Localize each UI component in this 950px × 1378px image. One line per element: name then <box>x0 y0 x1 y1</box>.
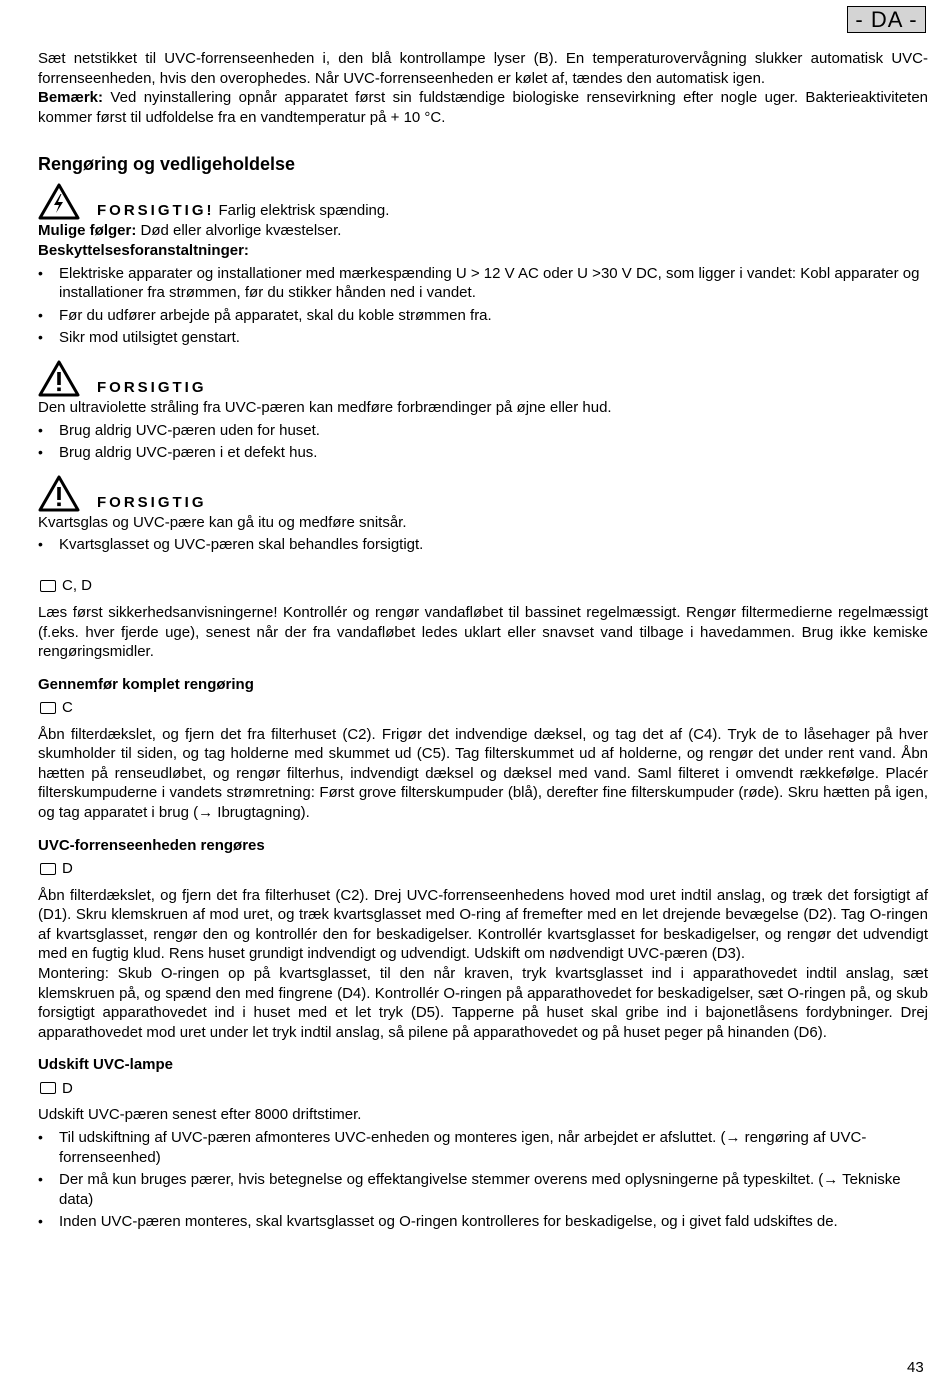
note-text: Ved nyinstallering opnår apparatet først sin fuldstændige biologiske rensevirkning efter nogle uger. Bakterieaktiviteten kommer først til udfoldelse fra en vandtemperatur på + 10 °C. <box>38 89 928 126</box>
replace-lamp-body: Udskift UVC-pæren senest efter 8000 driftstimer. <box>38 1106 362 1124</box>
list-item: • Inden UVC-pæren monteres, skal kvartsglasset og O-ringen kontrolleres for beskadigelse, og i givet fald udskiftes de. <box>38 1212 928 1232</box>
figure-reference <box>38 858 928 880</box>
list-item: • Brug aldrig UVC-pæren i et defekt hus. <box>38 443 928 463</box>
list-item: • Før du udfører arbejde på apparatet, skal du koble strømmen fra. <box>38 306 928 326</box>
warning-label: FORSIGTIG! <box>97 202 215 220</box>
figure-ref-icon <box>40 1082 56 1094</box>
section-title-cleaning: Rengøring og vedligeholdelse <box>38 154 296 175</box>
measures-list <box>38 264 928 348</box>
warning-glass <box>38 475 928 513</box>
intro-paragraph: Sæt netstikket til UVC-forrenseenheden i, den blå kontrollampe lyser (B). En temperaturovervågning slukker automatisk UVC-forrenseenheden, hvis den overophedes. Når UVC-forrenseenheden er kølet af, tændes den automatisk igen. <box>38 50 928 87</box>
uv-warning-list <box>38 421 928 463</box>
figure-reference <box>38 697 928 719</box>
list-item: • Elektriske apparater og installationer med mærkespænding U > 12 V AC oder U >30 V DC, som ligger i vandet: Kobl apparater og installationer fra strømmen, før du stikker hånden ned i vandet. <box>38 264 928 303</box>
cleaning-body: Læs først sikkerhedsanvisningerne! Kontrollér og rengør vandafløbet til bassinet regelmæssigt. Rengør filtermedierne regelmæssigt (f.eks. hver fjerde uge), senest når der fra vandafløbet ledes uklart eller snavset vand tilbage i havedammen. Brug ikke kemiske rengøringsmidler. <box>38 603 928 661</box>
section-title-replace-lamp: Udskift UVC-lampe <box>38 1056 174 1074</box>
figure-ref-text: D <box>62 1079 73 1097</box>
figure-ref-text: C <box>62 698 73 716</box>
figure-ref-icon <box>40 580 56 592</box>
caution-icon <box>38 475 80 513</box>
section-title-uvc-cleaning: UVC-forrenseenheden rengøres <box>38 836 265 854</box>
figure-reference <box>38 1077 928 1099</box>
consequence-label: Mulige følger: <box>38 222 137 240</box>
warning-uv <box>38 360 928 398</box>
warning-label: FORSIGTIG <box>97 493 207 511</box>
glass-warning-list <box>38 535 928 555</box>
intro-note <box>38 88 928 127</box>
language-tag: - DA - <box>847 6 926 33</box>
list-item: • Kvartsglasset og UVC-pæren skal behandles forsigtigt. <box>38 535 928 555</box>
figure-ref-text: C, D <box>62 577 92 595</box>
figure-ref-icon <box>40 863 56 875</box>
consequence-text: Død eller alvorlige kvæstelser. <box>136 222 342 240</box>
replace-lamp-list <box>38 1128 928 1232</box>
page-content <box>38 49 928 1232</box>
note-label: Bemærk: <box>38 89 104 107</box>
warning-label: FORSIGTIG <box>97 378 207 396</box>
warning-text: Farlig elektrisk spænding. <box>218 202 390 220</box>
warning-text: Kvartsglas og UVC-pære kan gå itu og medføre snitsår. <box>38 513 407 531</box>
list-item: • Brug aldrig UVC-pæren uden for huset. <box>38 421 928 441</box>
caution-icon <box>38 360 80 398</box>
list-item: • Sikr mod utilsigtet genstart. <box>38 328 928 348</box>
warning-text: Den ultraviolette stråling fra UVC-pæren kan medføre forbrændinger på øjne eller hud. <box>38 398 612 416</box>
figure-ref-icon <box>40 702 56 714</box>
uvc-mounting-body: Montering: Skub O-ringen op på kvartsglasset, til den når kraven, tryk kvartsglasset ind i apparathovedet indtil anslag, sæt klemskruen på, og spænd den med fingrene (D4). Kontrollér O-ringen på apparathovedet for beskadigelser, sæt O-ringen på, og skub forsigtigt apparathovedet ind i huset med et let tryk (D5). Tapperne på huset skal gribe ind i bajonetlåsens fordybninger. Drej apparathovedet mod uret under let tryk indtil anslag, så pilene på apparathovedet og på huset peger på hinanden (D6). <box>38 965 928 1041</box>
section-title-complete-cleaning: Gennemfør komplet rengøring <box>38 675 254 693</box>
page-number: 43 <box>907 1359 924 1376</box>
consequence-line <box>38 221 928 241</box>
figure-reference <box>38 575 928 597</box>
electric-hazard-icon <box>38 183 80 221</box>
list-item: • Der må kun bruges pærer, hvis betegnelse og effektangivelse stemmer overens med oplysningerne på typeskiltet. (→ Tekniske data) <box>38 1170 928 1209</box>
figure-ref-text: D <box>62 859 73 877</box>
warning-electric <box>38 183 928 221</box>
complete-cleaning-body: Åbn filterdækslet, og fjern det fra filterhuset (C2). Frigør det indvendige dæksel, og tag det af (C4). Tryk de to låsehager på hver skumholder til siden, og tag holderne med skummet ud (C5). Tag filterskummet ud af holderne, og rengør det under rent vand. Åbn hætten på renseudløbet, og rengør filterhus, indvendigt dæksel og dæksel med vand. Saml filteret i omvendt rækkefølge. Placér filterskumpuderne i vandets strømretning: Først grove filterskumpuder (blå), derefter fine filterskumpuder (røde). Skru hætten på igen, og tag apparatet i brug (→ Ibrugtagning). <box>38 725 928 822</box>
list-item: • Til udskiftning af UVC-pæren afmonteres UVC-enheden og monteres igen, når arbejdet er afsluttet. (→ rengøring af UVC-forrenseenhed) <box>38 1128 928 1167</box>
uvc-cleaning-body: Åbn filterdækslet, og fjern det fra filterhuset (C2). Drej UVC-forrenseenhedens hoved mod uret indtil anslag, og træk det forsigtigt af (D1). Skru klemskruen af mod uret, og træk kvartsglasset med O-ring af fremefter med en let drejende bevægelse (D2). Tag O-ringen af kvartsglasset, rengør den og kontrollér den for beskadigelser. Kontrollér kvartsglasset for beskadigelser, og rengør det udvendigt med en fugtig klud. Rens huset grundigt indvendigt og udvendigt. Udskift om nødvendigt UVC-pæren (D3). <box>38 886 928 963</box>
measures-label: Beskyttelsesforanstaltninger: <box>38 241 249 259</box>
